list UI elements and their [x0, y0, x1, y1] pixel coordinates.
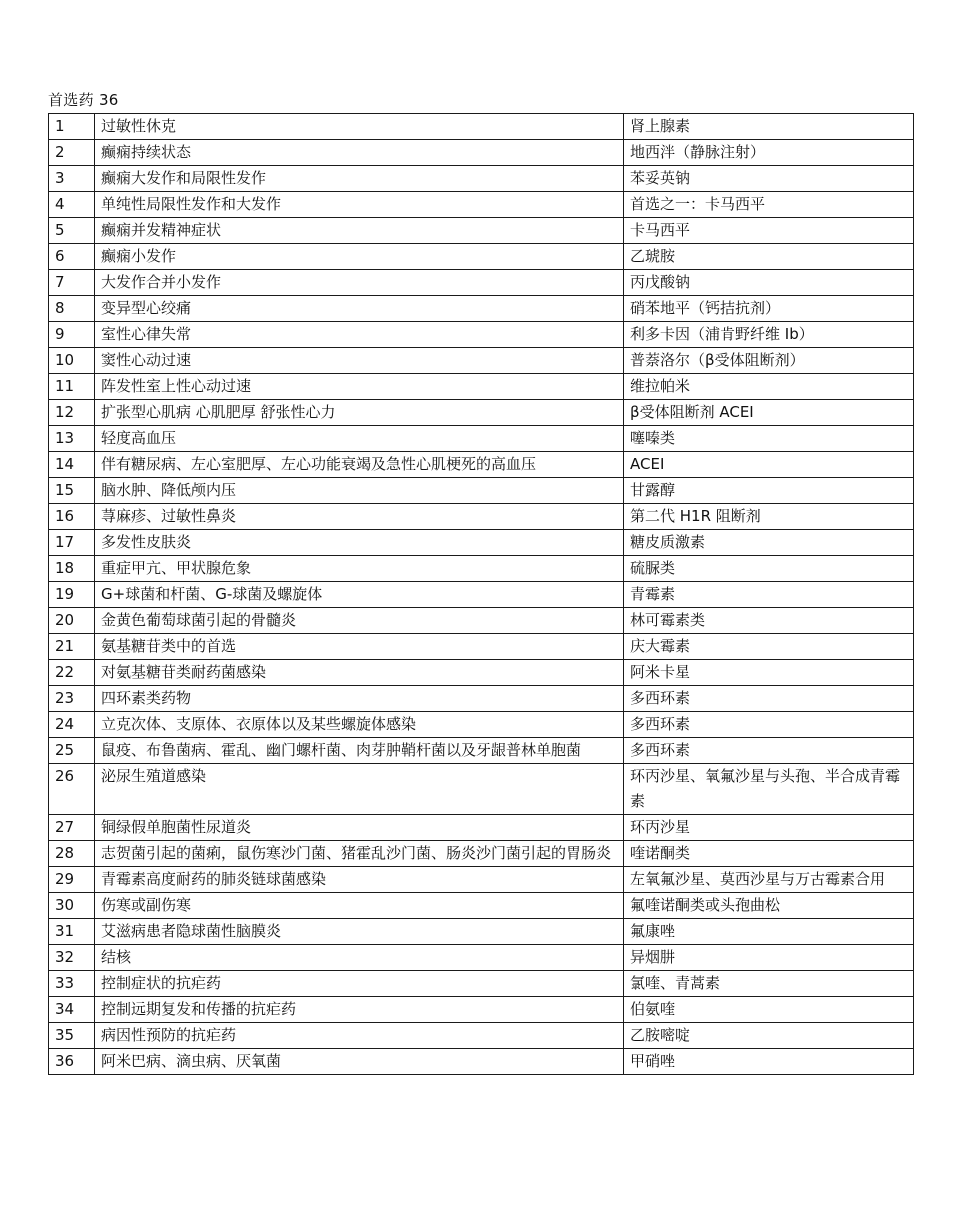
row-number-cell: 14 — [49, 452, 95, 478]
indication-cell: 荨麻疹、过敏性鼻炎 — [95, 504, 624, 530]
table-row — [49, 1049, 914, 1075]
indication-cell: 四环素类药物 — [95, 686, 624, 712]
drug-cell: 地西泮（静脉注射） — [624, 140, 914, 166]
row-number-cell: 15 — [49, 478, 95, 504]
drug-cell: 多西环素 — [624, 712, 914, 738]
indication-cell: 艾滋病患者隐球菌性脑膜炎 — [95, 919, 624, 945]
table-row — [49, 867, 914, 893]
indication-cell: 癫痫并发精神症状 — [95, 218, 624, 244]
indication-cell: 室性心律失常 — [95, 322, 624, 348]
table-row — [49, 815, 914, 841]
indication-cell: 控制远期复发和传播的抗疟药 — [95, 997, 624, 1023]
row-number-cell: 28 — [49, 841, 95, 867]
drug-table — [48, 113, 914, 1075]
drug-cell: 环丙沙星 — [624, 815, 914, 841]
drug-cell: 硝苯地平（钙拮抗剂） — [624, 296, 914, 322]
table-row — [49, 504, 914, 530]
row-number-cell: 12 — [49, 400, 95, 426]
drug-cell: 左氧氟沙星、莫西沙星与万古霉素合用 — [624, 867, 914, 893]
table-row — [49, 452, 914, 478]
table-row — [49, 166, 914, 192]
drug-cell: 维拉帕米 — [624, 374, 914, 400]
indication-cell: G+球菌和杆菌、G-球菌及螺旋体 — [95, 582, 624, 608]
drug-cell: 乙琥胺 — [624, 244, 914, 270]
indication-cell: 控制症状的抗疟药 — [95, 971, 624, 997]
drug-cell: 阿米卡星 — [624, 660, 914, 686]
indication-cell: 阿米巴病、滴虫病、厌氧菌 — [95, 1049, 624, 1075]
table-row — [49, 582, 914, 608]
indication-cell: 铜绿假单胞菌性尿道炎 — [95, 815, 624, 841]
row-number-cell: 13 — [49, 426, 95, 452]
indication-cell: 重症甲亢、甲状腺危象 — [95, 556, 624, 582]
row-number-cell: 24 — [49, 712, 95, 738]
drug-cell: 氯喹、青蒿素 — [624, 971, 914, 997]
drug-cell: 庆大霉素 — [624, 634, 914, 660]
indication-cell: 大发作合并小发作 — [95, 270, 624, 296]
row-number-cell: 19 — [49, 582, 95, 608]
table-row — [49, 218, 914, 244]
table-row — [49, 997, 914, 1023]
drug-cell: 第二代 H1R 阻断剂 — [624, 504, 914, 530]
table-row — [49, 400, 914, 426]
row-number-cell: 11 — [49, 374, 95, 400]
drug-cell: 糖皮质激素 — [624, 530, 914, 556]
indication-cell: 过敏性休克 — [95, 114, 624, 140]
drug-cell: 苯妥英钠 — [624, 166, 914, 192]
drug-cell: 普萘洛尔（β受体阻断剂） — [624, 348, 914, 374]
indication-cell: 癫痫小发作 — [95, 244, 624, 270]
row-number-cell: 1 — [49, 114, 95, 140]
indication-cell: 阵发性室上性心动过速 — [95, 374, 624, 400]
drug-cell: 氟喹诺酮类或头孢曲松 — [624, 893, 914, 919]
indication-cell: 立克次体、支原体、衣原体以及某些螺旋体感染 — [95, 712, 624, 738]
row-number-cell: 32 — [49, 945, 95, 971]
indication-cell: 鼠疫、布鲁菌病、霍乱、幽门螺杆菌、肉芽肿鞘杆菌以及牙龈普林单胞菌 — [95, 738, 624, 764]
drug-cell: 丙戊酸钠 — [624, 270, 914, 296]
row-number-cell: 5 — [49, 218, 95, 244]
table-row — [49, 478, 914, 504]
row-number-cell: 18 — [49, 556, 95, 582]
indication-cell: 扩张型心肌病 心肌肥厚 舒张性心力 — [95, 400, 624, 426]
row-number-cell: 36 — [49, 1049, 95, 1075]
drug-cell: 异烟肼 — [624, 945, 914, 971]
table-row — [49, 738, 914, 764]
indication-cell: 轻度高血压 — [95, 426, 624, 452]
drug-cell: 卡马西平 — [624, 218, 914, 244]
table-row — [49, 140, 914, 166]
indication-cell: 泌尿生殖道感染 — [95, 764, 624, 815]
row-number-cell: 6 — [49, 244, 95, 270]
table-row — [49, 374, 914, 400]
row-number-cell: 4 — [49, 192, 95, 218]
table-row — [49, 712, 914, 738]
indication-cell: 结核 — [95, 945, 624, 971]
drug-cell: 林可霉素类 — [624, 608, 914, 634]
drug-cell: 硫脲类 — [624, 556, 914, 582]
indication-cell: 对氨基糖苷类耐药菌感染 — [95, 660, 624, 686]
row-number-cell: 8 — [49, 296, 95, 322]
table-row — [49, 608, 914, 634]
table-row — [49, 348, 914, 374]
row-number-cell: 22 — [49, 660, 95, 686]
drug-cell: 喹诺酮类 — [624, 841, 914, 867]
row-number-cell: 21 — [49, 634, 95, 660]
table-row — [49, 919, 914, 945]
drug-cell: 甘露醇 — [624, 478, 914, 504]
table-row — [49, 530, 914, 556]
indication-cell: 窦性心动过速 — [95, 348, 624, 374]
row-number-cell: 35 — [49, 1023, 95, 1049]
row-number-cell: 33 — [49, 971, 95, 997]
indication-cell: 金黄色葡萄球菌引起的骨髓炎 — [95, 608, 624, 634]
table-row — [49, 841, 914, 867]
table-row — [49, 660, 914, 686]
drug-cell: 伯氨喹 — [624, 997, 914, 1023]
table-row — [49, 244, 914, 270]
indication-cell: 癫痫大发作和局限性发作 — [95, 166, 624, 192]
drug-cell: 首选之一：卡马西平 — [624, 192, 914, 218]
row-number-cell: 27 — [49, 815, 95, 841]
row-number-cell: 25 — [49, 738, 95, 764]
row-number-cell: 3 — [49, 166, 95, 192]
row-number-cell: 31 — [49, 919, 95, 945]
table-row — [49, 764, 914, 815]
row-number-cell: 2 — [49, 140, 95, 166]
indication-cell: 病因性预防的抗疟药 — [95, 1023, 624, 1049]
drug-cell: 环丙沙星、氧氟沙星与头孢、半合成青霉素 — [624, 764, 914, 815]
row-number-cell: 29 — [49, 867, 95, 893]
drug-cell: 利多卡因（浦肯野纤维 Ib） — [624, 322, 914, 348]
table-row — [49, 634, 914, 660]
row-number-cell: 23 — [49, 686, 95, 712]
row-number-cell: 34 — [49, 997, 95, 1023]
drug-cell: 多西环素 — [624, 738, 914, 764]
table-row — [49, 556, 914, 582]
drug-cell: β受体阻断剂 ACEI — [624, 400, 914, 426]
drug-cell: ACEI — [624, 452, 914, 478]
table-body — [49, 114, 914, 1075]
table-row — [49, 270, 914, 296]
row-number-cell: 16 — [49, 504, 95, 530]
table-row — [49, 322, 914, 348]
table-row — [49, 296, 914, 322]
table-row — [49, 971, 914, 997]
indication-cell: 氨基糖苷类中的首选 — [95, 634, 624, 660]
indication-cell: 伴有糖尿病、左心室肥厚、左心功能衰竭及急性心肌梗死的高血压 — [95, 452, 624, 478]
drug-cell: 氟康唑 — [624, 919, 914, 945]
table-row — [49, 426, 914, 452]
table-row — [49, 945, 914, 971]
drug-cell: 甲硝唑 — [624, 1049, 914, 1075]
page-title: 首选药 36 — [48, 91, 119, 109]
row-number-cell: 30 — [49, 893, 95, 919]
drug-cell: 多西环素 — [624, 686, 914, 712]
row-number-cell: 17 — [49, 530, 95, 556]
drug-cell: 噻嗪类 — [624, 426, 914, 452]
table-row — [49, 1023, 914, 1049]
row-number-cell: 7 — [49, 270, 95, 296]
row-number-cell: 9 — [49, 322, 95, 348]
row-number-cell: 26 — [49, 764, 95, 815]
indication-cell: 变异型心绞痛 — [95, 296, 624, 322]
table-row — [49, 114, 914, 140]
row-number-cell: 10 — [49, 348, 95, 374]
indication-cell: 癫痫持续状态 — [95, 140, 624, 166]
indication-cell: 伤寒或副伤寒 — [95, 893, 624, 919]
drug-cell: 肾上腺素 — [624, 114, 914, 140]
drug-cell: 青霉素 — [624, 582, 914, 608]
indication-cell: 脑水肿、降低颅内压 — [95, 478, 624, 504]
table-row — [49, 192, 914, 218]
row-number-cell: 20 — [49, 608, 95, 634]
indication-cell: 志贺菌引起的菌痢，鼠伤寒沙门菌、猪霍乱沙门菌、肠炎沙门菌引起的胃肠炎 — [95, 841, 624, 867]
indication-cell: 青霉素高度耐药的肺炎链球菌感染 — [95, 867, 624, 893]
table-row — [49, 686, 914, 712]
drug-cell: 乙胺嘧啶 — [624, 1023, 914, 1049]
indication-cell: 多发性皮肤炎 — [95, 530, 624, 556]
table-row — [49, 893, 914, 919]
indication-cell: 单纯性局限性发作和大发作 — [95, 192, 624, 218]
